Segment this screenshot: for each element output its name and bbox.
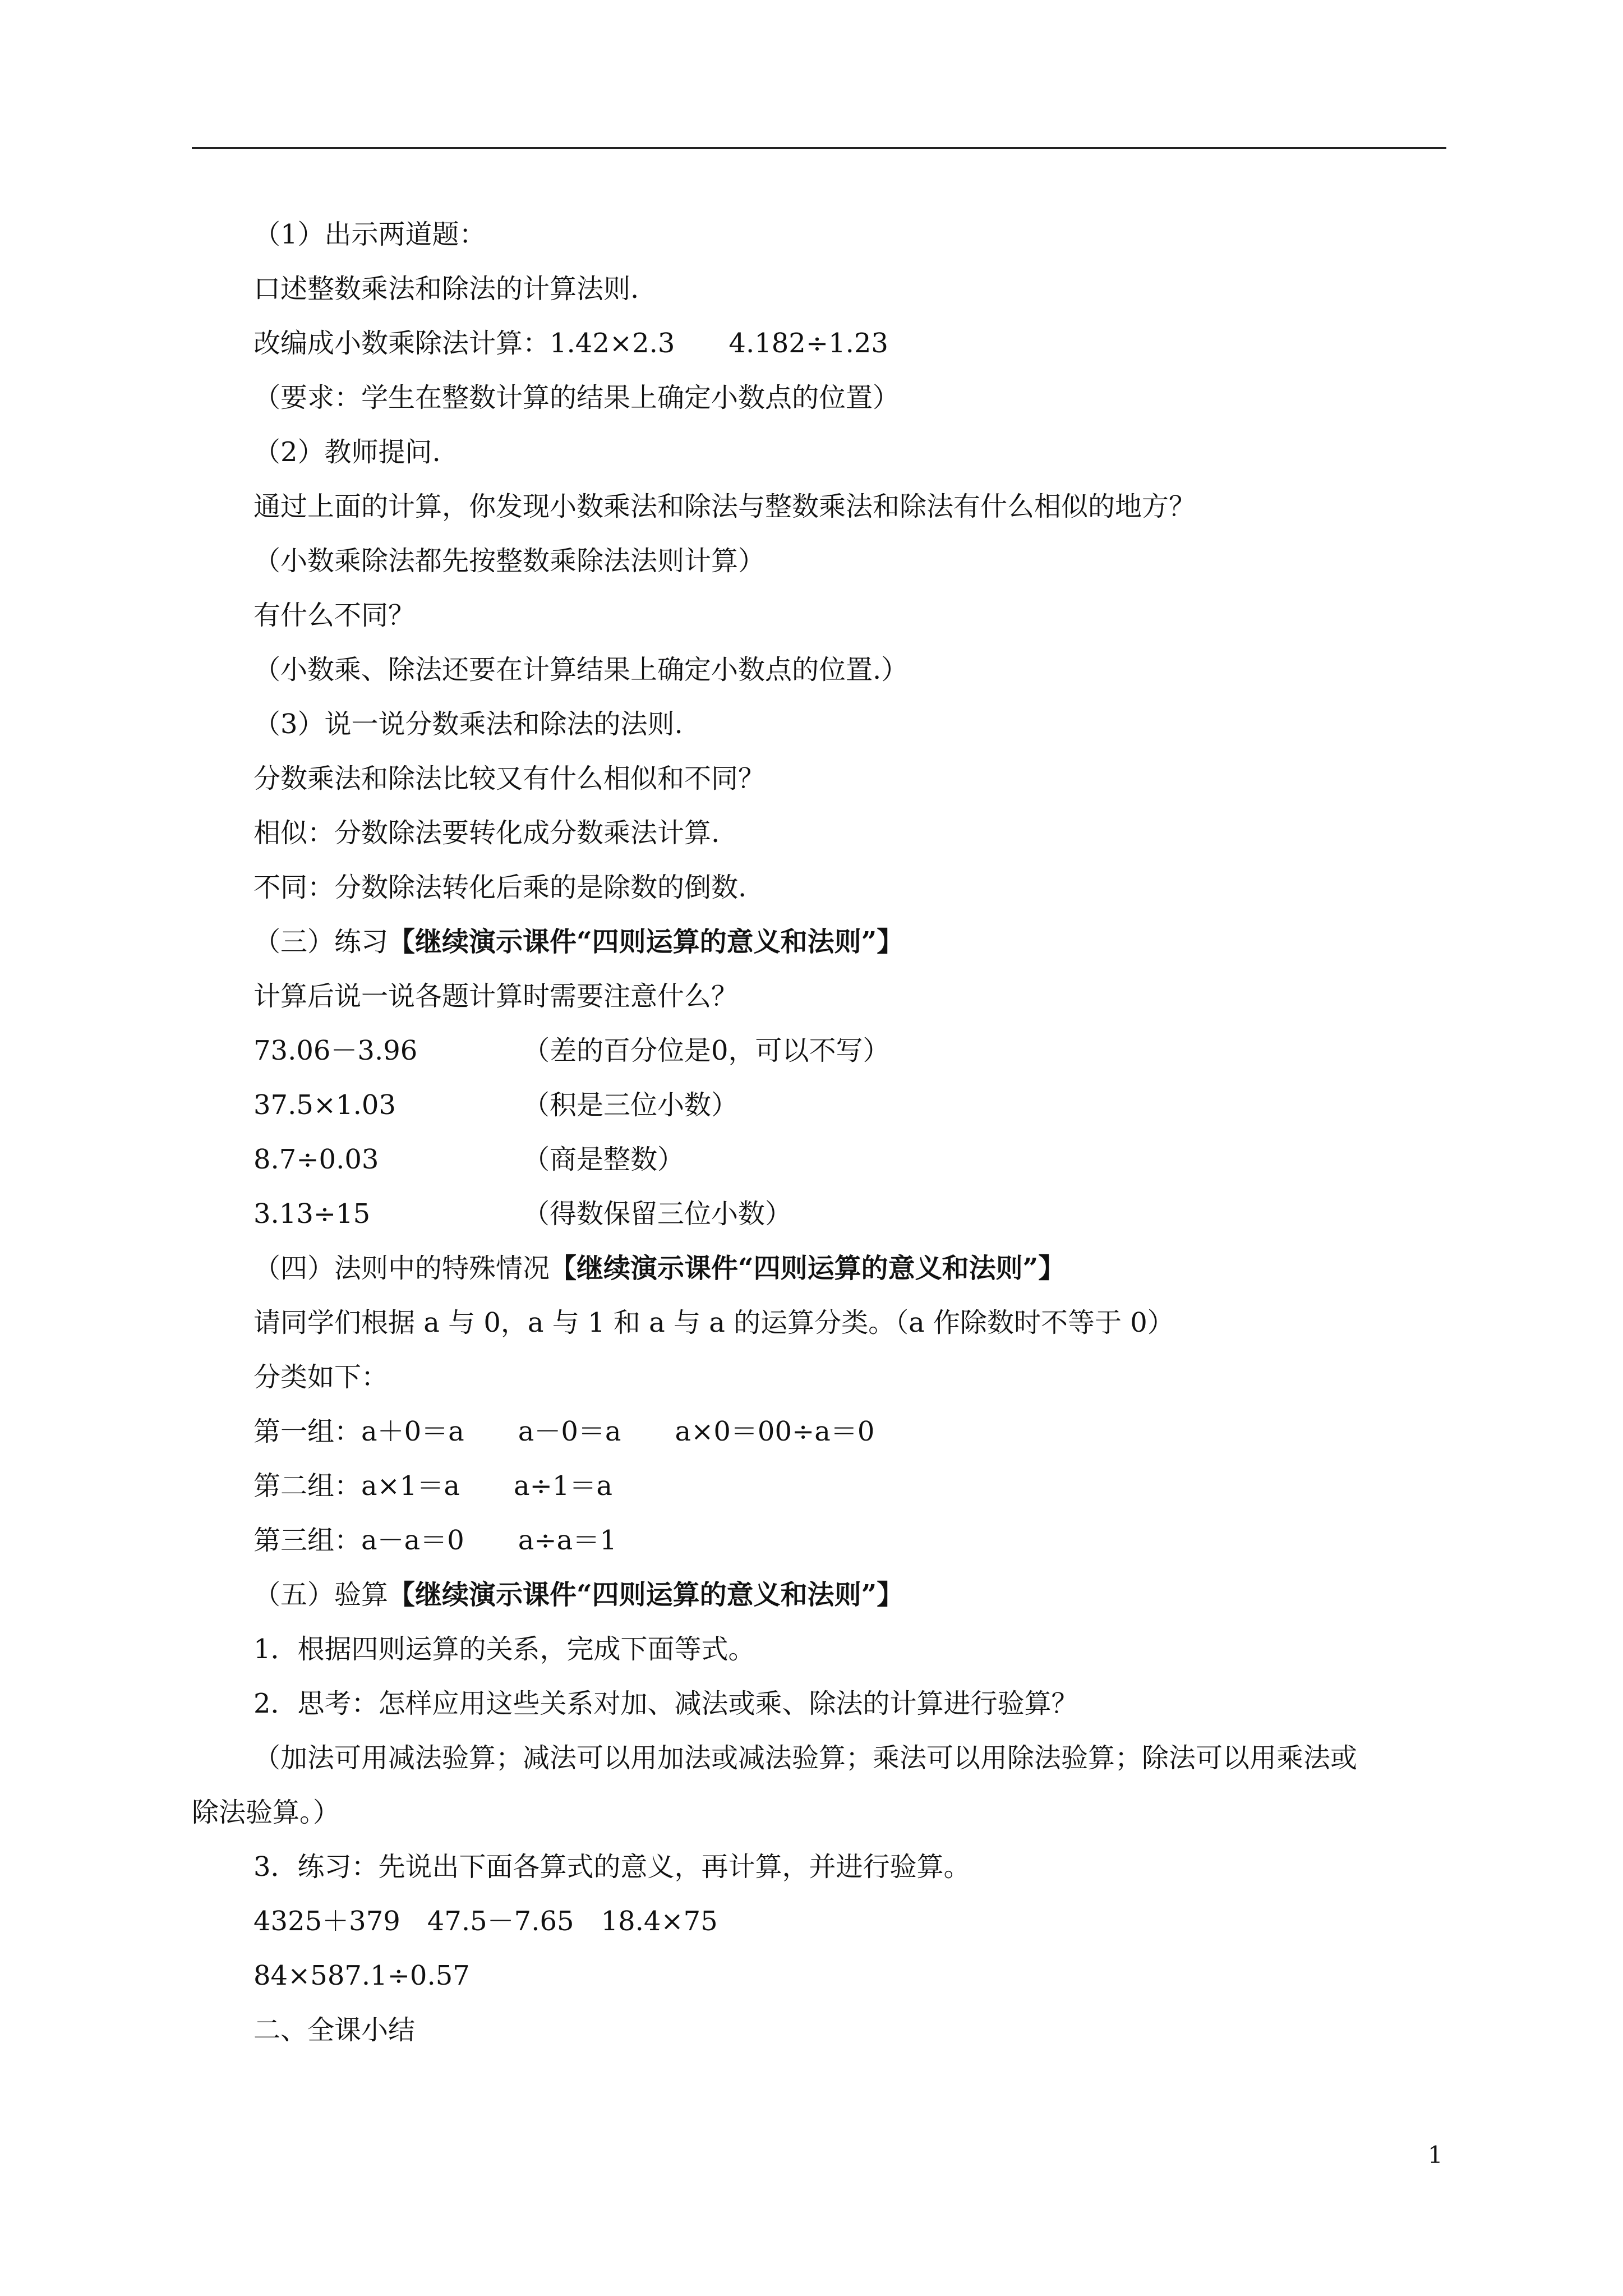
section-heading bbox=[192, 1568, 1448, 1622]
paragraph: 相似：分数除法要转化成分数乘法计算. bbox=[253, 817, 720, 849]
paragraph: （加法可用减法验算；减法可以用加法或减法验算；乘法可以用除法验算；除法可以用乘法或 bbox=[253, 1742, 1358, 1774]
paragraph: 分类如下： bbox=[253, 1361, 389, 1393]
formula-group: 第二组：a×1＝a a÷1＝a bbox=[253, 1470, 612, 1502]
paragraph: 请同学们根据 a 与 0，a 与 1 和 a 与 a 的运算分类。（a 作除数时不等于 0） bbox=[253, 1307, 1174, 1338]
paragraph-continuation: 除法验算。） bbox=[192, 1797, 340, 1828]
paragraph: （1）出示两道题： bbox=[253, 219, 486, 250]
exercise-note: （差的百分位是0，可以不写） bbox=[523, 1035, 890, 1066]
paragraph: 口述整数乘法和除法的计算法则. bbox=[253, 273, 639, 305]
section-heading-label: （五）验算 bbox=[253, 1579, 389, 1611]
paragraph: 计算后说一说各题计算时需要注意什么？ bbox=[253, 981, 739, 1012]
paragraph: 1．根据四则运算的关系，完成下面等式。 bbox=[253, 1634, 755, 1665]
paragraph: 有什么不同？ bbox=[253, 600, 416, 631]
page-number: 1 bbox=[1428, 2141, 1443, 2169]
paragraph: 4325＋379 47.5－7.65 18.4×75 bbox=[253, 1906, 718, 1937]
formula-group: 第一组：a＋0＝a a－0＝a a×0＝00÷a＝0 bbox=[253, 1416, 875, 1447]
paragraph: （3）说一说分数乘法和除法的法则. bbox=[253, 708, 683, 740]
paragraph: 分数乘法和除法比较又有什么相似和不同？ bbox=[253, 763, 766, 794]
section-heading-label: （四）法则中的特殊情况 bbox=[253, 1253, 550, 1284]
exercise-note: （积是三位小数） bbox=[523, 1089, 739, 1121]
paragraph: 改编成小数乘除法计算：1.42×2.3 4.182÷1.23 bbox=[253, 328, 888, 359]
exercise-note: （商是整数） bbox=[523, 1144, 685, 1175]
exercise-expression: 37.5×1.03 bbox=[253, 1089, 396, 1121]
section-heading-label: （三）练习 bbox=[253, 926, 389, 958]
paragraph: 不同：分数除法转化后乘的是除数的倒数. bbox=[253, 872, 747, 903]
paragraph: 通过上面的计算，你发现小数乘法和除法与整数乘法和除法有什么相似的地方？ bbox=[253, 491, 1196, 522]
exercise-row bbox=[192, 1024, 1448, 1078]
exercise-expression: 73.06－3.96 bbox=[253, 1035, 418, 1066]
courseware-note: 【继续演示课件“四则运算的意义和法则”】 bbox=[550, 1253, 1066, 1284]
section-heading bbox=[192, 915, 1448, 969]
exercise-expression: 8.7÷0.03 bbox=[253, 1144, 379, 1175]
document-body bbox=[192, 208, 1448, 2058]
paragraph: （2）教师提问. bbox=[253, 436, 441, 468]
section-heading: 二、全课小结 bbox=[253, 2014, 416, 2046]
paragraph: 3．练习：先说出下面各算式的意义，再计算，并进行验算。 bbox=[253, 1851, 971, 1883]
courseware-note: 【继续演示课件“四则运算的意义和法则”】 bbox=[388, 926, 904, 958]
exercise-note: （得数保留三位小数） bbox=[523, 1198, 792, 1230]
section-heading bbox=[192, 1241, 1448, 1296]
exercise-row bbox=[192, 1187, 1448, 1241]
exercise-expression: 3.13÷15 bbox=[253, 1198, 371, 1230]
paragraph: 84×587.1÷0.57 bbox=[253, 1960, 470, 1991]
formula-group: 第三组：a－a＝0 a÷a＝1 bbox=[253, 1525, 617, 1556]
paragraph: （要求：学生在整数计算的结果上确定小数点的位置） bbox=[253, 382, 900, 413]
paragraph: 2．思考：怎样应用这些关系对加、减法或乘、除法的计算进行验算？ bbox=[253, 1688, 1078, 1719]
courseware-note: 【继续演示课件“四则运算的意义和法则”】 bbox=[388, 1579, 904, 1611]
paragraph: （小数乘除法都先按整数乘除法法则计算） bbox=[253, 545, 766, 577]
exercise-row bbox=[192, 1133, 1448, 1187]
header-rule bbox=[192, 147, 1446, 149]
paragraph: （小数乘、除法还要在计算结果上确定小数点的位置.） bbox=[253, 654, 909, 685]
exercise-row bbox=[192, 1078, 1448, 1133]
